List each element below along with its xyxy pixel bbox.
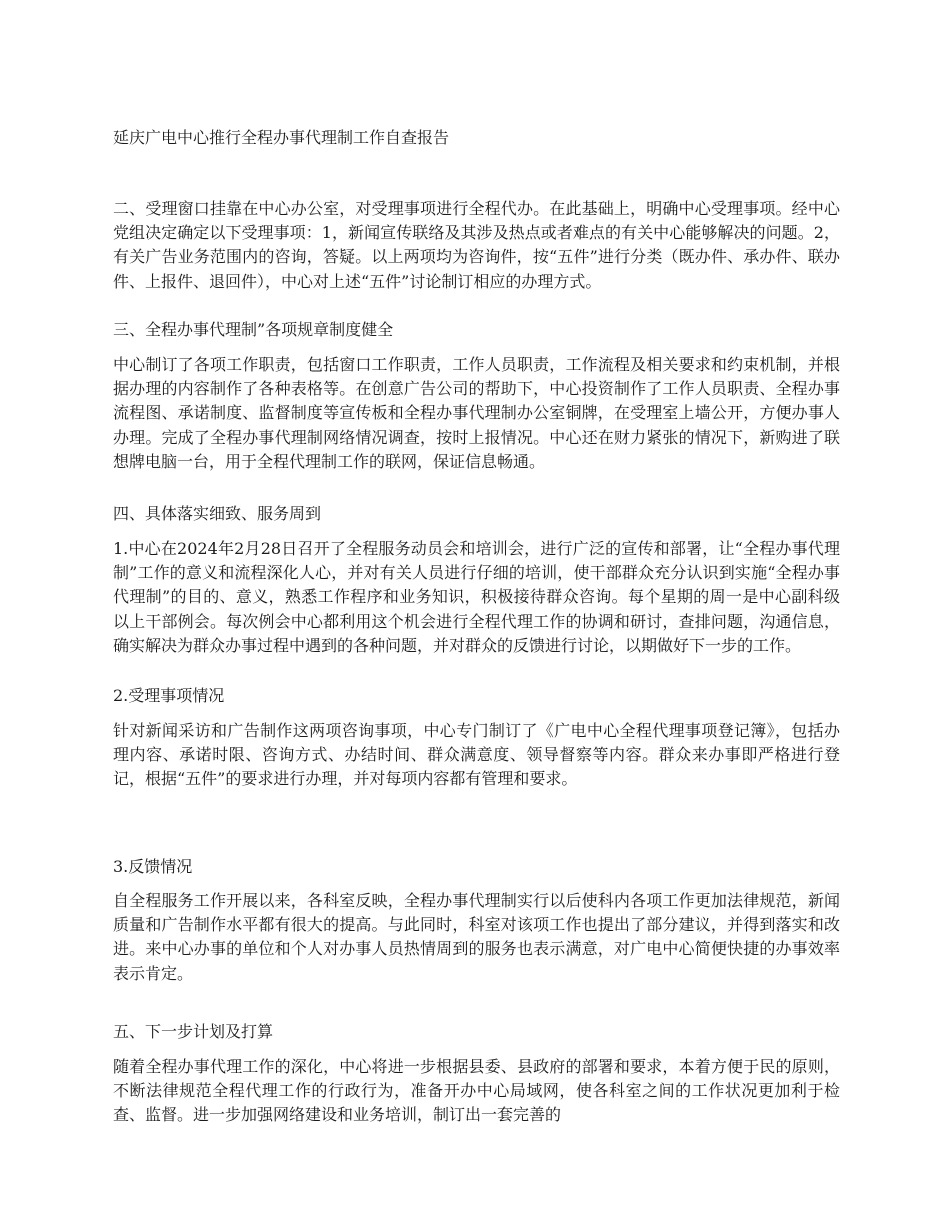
heading-section-5: 五、下一步计划及打算 (113, 1022, 274, 1041)
paragraph-section-4-3: 自全程服务工作开展以来，各科室反映，全程办事代理制实行以后使科内各项工作更加法律规范，新闻质量和广告制作水平都有很大的提高。与此同时，科室对该项工作也提出了部分建议，并得到落实和改进。来中心办事的单位和个人对办事人员热情周到的服务也表示满意，对广电中心简便快捷的办事效率表示肯定。 (113, 891, 840, 983)
document-title: 延庆广电中心推行全程办事代理制工作自查报告 (113, 128, 450, 147)
paragraph-section-5: 随着全程办事代理工作的深化，中心将进一步根据县委、县政府的部署和要求，本着方便于民的原则，不断法律规范全程代理工作的行政行为，准备开办中心局域网，使各科室之间的工作状况更加利于检查、监督。进一步加强网络建设和业务培训，制订出一套完善的 (113, 1057, 840, 1125)
paragraph-section-4-2: 针对新闻采访和广告制作这两项咨询事项，中心专门制订了《广电中心全程代理事项登记簿》，包括办理内容、承诺时限、咨询方式、办结时间、群众满意度、领导督察等内容。群众来办事即严格进行登记，根据“五件”的要求进行办理，并对每项内容都有管理和要求。 (113, 721, 840, 789)
paragraph-section-3: 中心制订了各项工作职责，包括窗口工作职责，工作人员职责，工作流程及相关要求和约束机制，并根据办理的内容制作了各种表格等。在创意广告公司的帮助下，中心投资制作了工作人员职责、全程办事流程图、承诺制度、监督制度等宣传板和全程办事代理制办公室铜牌，在受理室上墙公开，方便办事人办理。完成了全程办事代理制网络情况调查，按时上报情况。中心还在财力紧张的情况下，新购进了联想牌电脑一台，用于全程代理制工作的联网，保证信息畅通。 (113, 355, 840, 471)
heading-section-4-2: 2.受理事项情况 (113, 686, 225, 705)
heading-section-3: 三、全程办事代理制”各项规章制度健全 (113, 320, 394, 339)
heading-section-4: 四、具体落实细致、服务周到 (113, 504, 322, 523)
paragraph-section-4-1: 1.中心在2024年2月28日召开了全程服务动员会和培训会，进行广泛的宣传和部署，让“全程办事代理制”工作的意义和流程深化人心，并对有关人员进行仔细的培训，使干部群众充分认识到实施“全程办事代理制”的目的、意义，熟悉工作程序和业务知识，积极接待群众咨询。每个星期的周一是中心副科级以上干部例会。每次例会中心都利用这个机会进行全程代理工作的协调和研讨，查排问题，沟通信息，确实解决为群众办事过程中遇到的各种问题，并对群众的反馈进行讨论，以期做好下一步的工作。 (113, 539, 840, 655)
heading-section-4-3: 3.反馈情况 (113, 857, 193, 876)
paragraph-intro: 二、受理窗口挂靠在中心办公室，对受理事项进行全程代办。在此基础上，明确中心受理事项。经中心党组决定确定以下受理事项：1，新闻宣传联络及其涉及热点或者难点的有关中心能够解决的问题。2，有关广告业务范围内的咨询，答疑。以上两项均为咨询件，按“五件”进行分类（既办件、承办件、联办件、上报件、退回件），中心对上述“五件”讨论制订相应的办理方式。 (113, 199, 840, 291)
